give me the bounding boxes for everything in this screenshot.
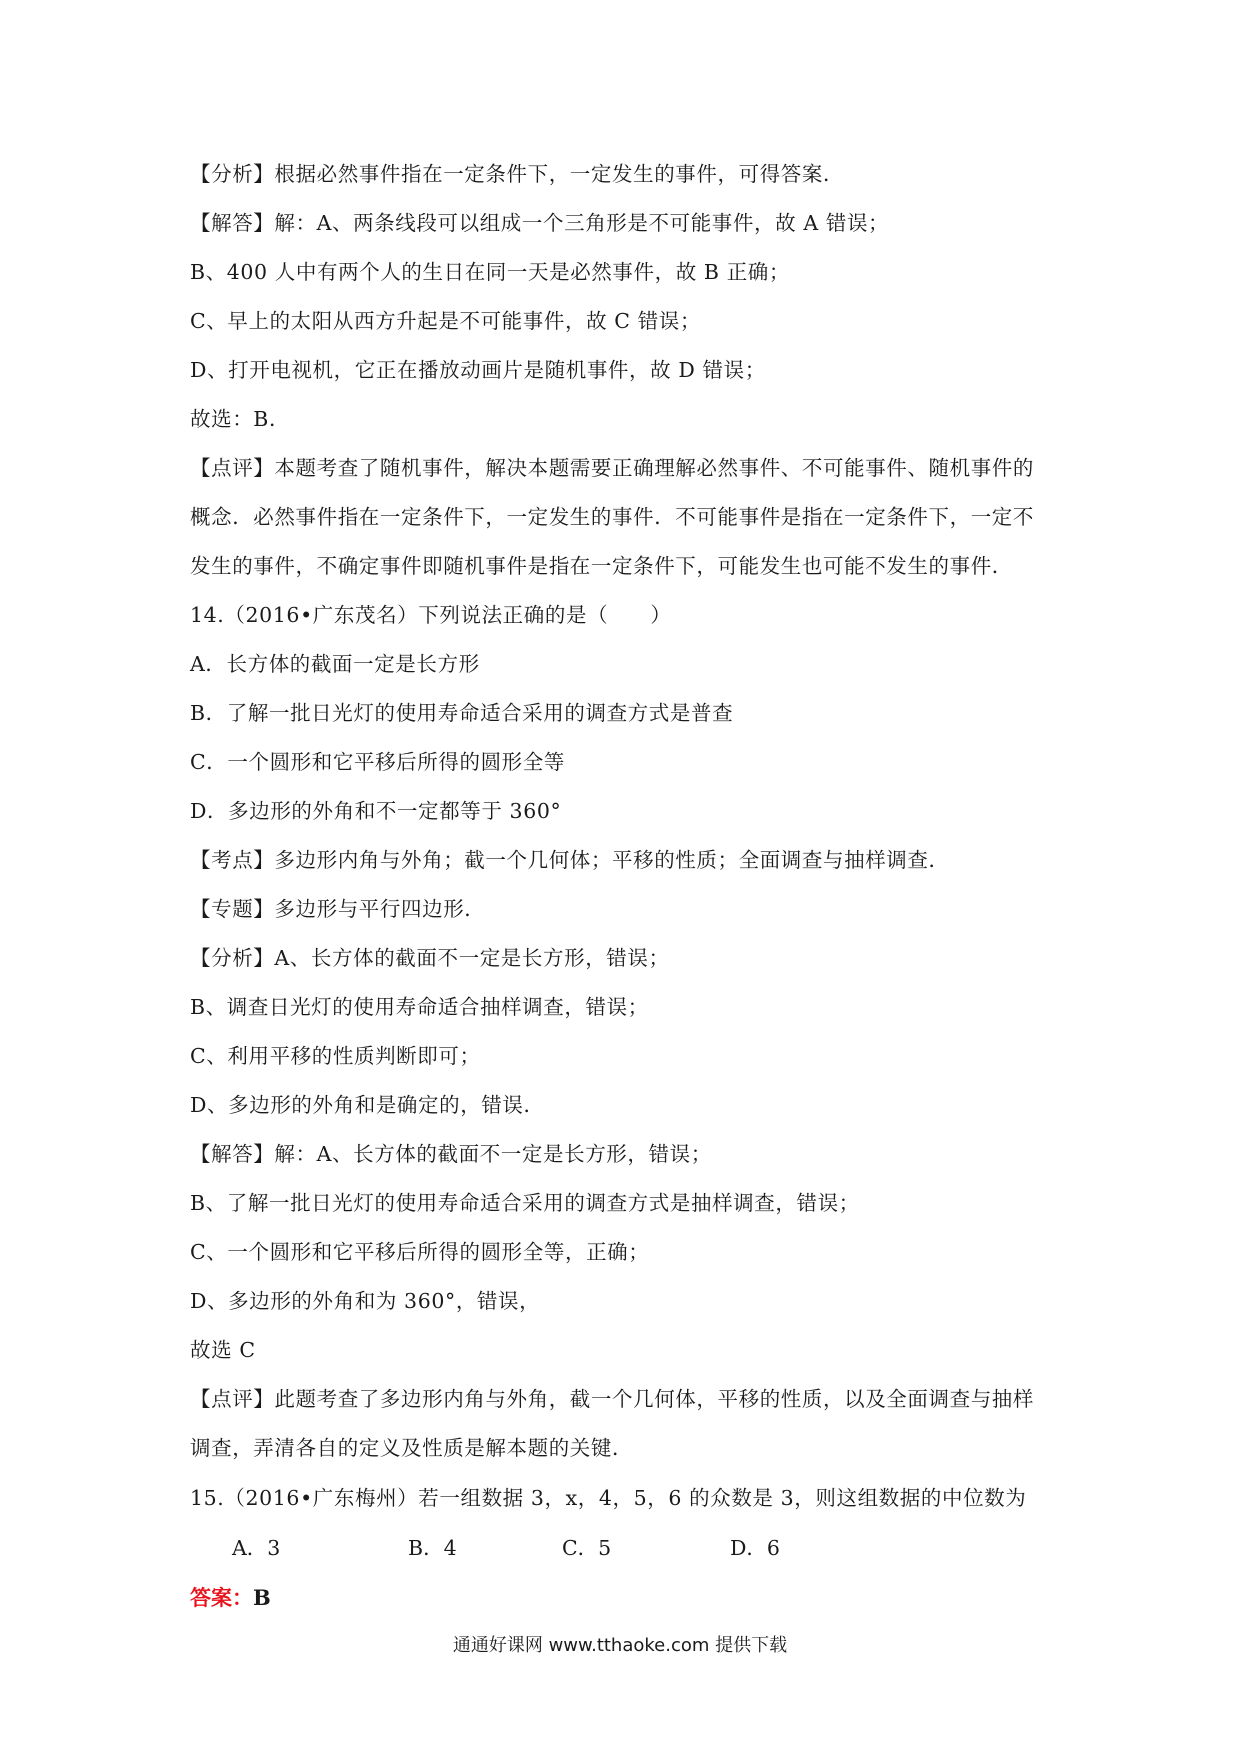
answer-value: B [253,1585,271,1610]
q13-analysis: 【分析】根据必然事件指在一定条件下，一定发生的事件，可得答案． [190,162,845,186]
q14-question: 14.（2016•广东茂名）下列说法正确的是（ ） [190,603,672,627]
q14-option-c: C．一个圆形和它平移后所得的圆形全等 [190,750,565,774]
q14-analysis-line: B、调查日光灯的使用寿命适合抽样调查，错误； [190,995,649,1019]
q14-analysis-line: C、利用平移的性质判断即可； [190,1044,481,1068]
answer-label: 答案： [190,1585,253,1610]
q14-comment-line: 【点评】此题考查了多边形内角与外角，截一个几何体，平移的性质，以及全面调查与抽样 [190,1387,1034,1411]
q14-option-b: B．了解一批日光灯的使用寿命适合采用的调查方式是普查 [190,701,734,725]
q13-comment-line: 概念．必然事件指在一定条件下，一定发生的事件．不可能事件是指在一定条件下，一定不 [190,505,1034,529]
q14-solution-line: B、了解一批日光灯的使用寿命适合采用的调查方式是抽样调查，错误； [190,1191,860,1215]
q13-comment-line: 发生的事件，不确定事件即随机事件是指在一定条件下，可能发生也可能不发生的事件． [190,554,1013,578]
q15-option-c: C．5 [562,1536,612,1560]
q14-option-d: D．多边形的外角和不一定都等于 360° [190,799,562,823]
q14-keypoint: 【考点】多边形内角与外角；截一个几何体；平移的性质；全面调查与抽样调查． [190,848,950,872]
q14-topic: 【专题】多边形与平行四边形． [190,897,486,921]
q13-comment-line: 【点评】本题考查了随机事件，解决本题需要正确理解必然事件、不可能事件、随机事件的 [190,456,1034,480]
q15-option-d: D．6 [730,1536,780,1560]
q15-answer [190,1584,271,1612]
q14-solution-line: C、一个圆形和它平移后所得的圆形全等，正确； [190,1240,650,1264]
q15-option-b: B．4 [408,1536,457,1560]
q14-solution-line: D、多边形的外角和为 360°，错误， [190,1289,541,1313]
q14-analysis-line: 【分析】A、长方体的截面不一定是长方形，错误； [190,946,670,970]
q14-conclusion: 故选 C [190,1338,256,1362]
q15-question: 15.（2016•广东梅州）若一组数据 3，x，4，5，6 的众数是 3，则这组数据的中位数为 [190,1486,1027,1510]
q14-comment-line: 调查，弄清各自的定义及性质是解本题的关键． [190,1436,634,1460]
q14-option-a: A．长方体的截面一定是长方形 [190,652,480,676]
q14-solution-line: 【解答】解：A、长方体的截面不一定是长方形，错误； [190,1142,712,1166]
q13-conclusion: 故选：B． [190,407,291,431]
q13-solution-line: C、早上的太阳从西方升起是不可能事件，故 C 错误； [190,309,702,333]
q13-solution-line: 【解答】解：A、两条线段可以组成一个三角形是不可能事件，故 A 错误； [190,211,890,235]
q14-analysis-line: D、多边形的外角和是确定的，错误． [190,1093,545,1117]
q13-solution-line: D、打开电视机，它正在播放动画片是随机事件，故 D 错误； [190,358,766,382]
page-footer: 通通好课网 www.tthaoke.com 提供下载 [452,1635,788,1656]
q13-solution-line: B、400 人中有两个人的生日在同一天是必然事件，故 B 正确； [190,260,791,284]
q15-option-a: A．3 [232,1536,281,1560]
